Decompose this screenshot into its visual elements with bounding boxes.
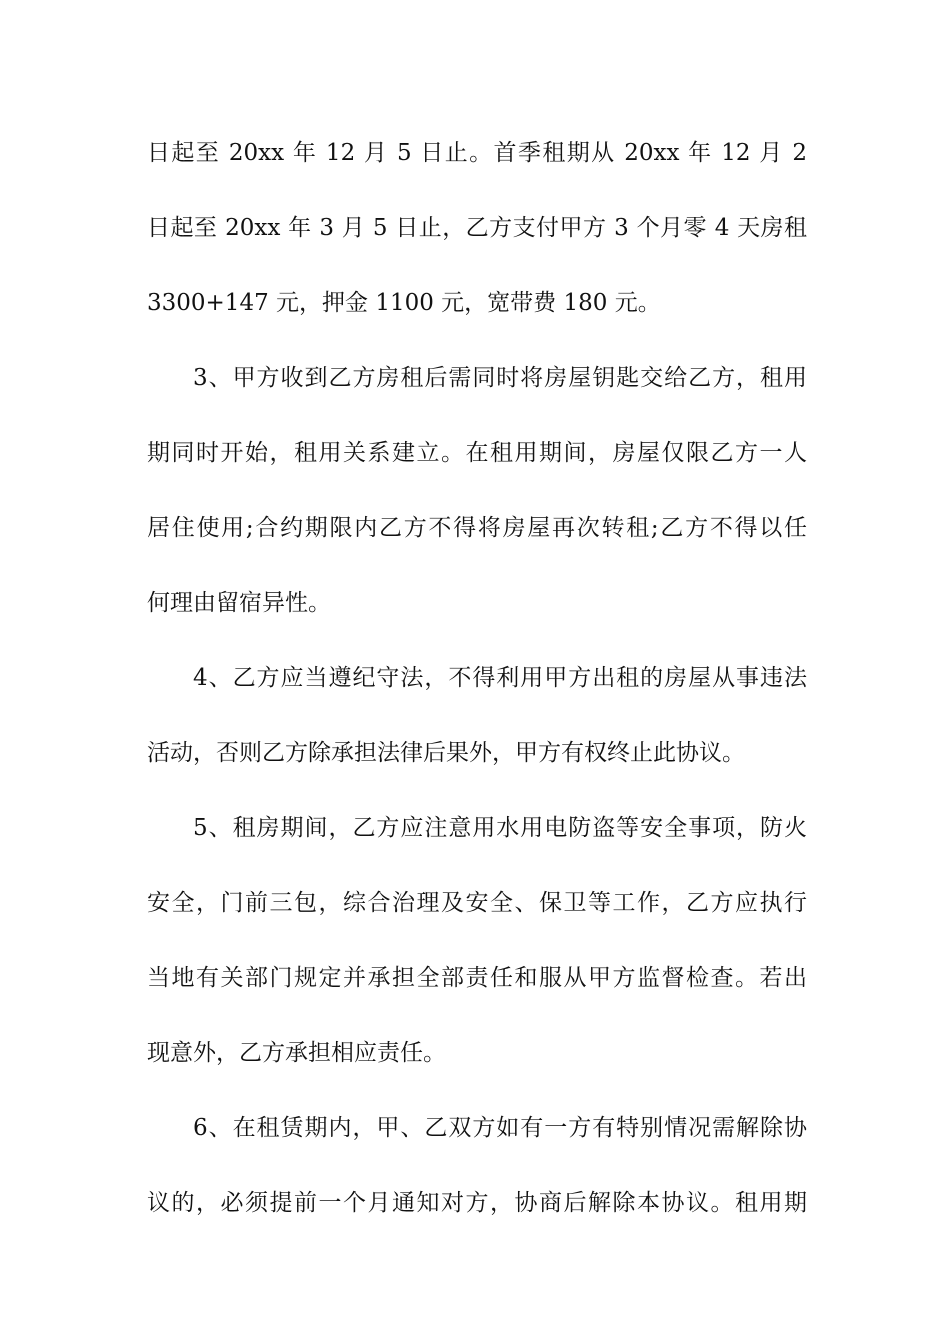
text-line: 6、在租赁期内，甲、乙双方如有一方有特别情况需解除协 (193, 1115, 807, 1141)
text-line: 期同时开始，租用关系建立。在租用期间，房屋仅限乙方一人 (147, 440, 807, 466)
text-line: 日起至 20xx 年 3 月 5 日止，乙方支付甲方 3 个月零 4 天房租 (147, 215, 807, 241)
text-line: 当地有关部门规定并承担全部责任和服从甲方监督检查。若出 (147, 965, 807, 991)
text-line: 现意外，乙方承担相应责任。 (147, 1040, 446, 1066)
text-line: 议的，必须提前一个月通知对方，协商后解除本协议。租用期 (147, 1190, 807, 1216)
text-line: 安全，门前三包，综合治理及安全、保卫等工作，乙方应执行 (147, 890, 807, 916)
text-line: 居住使用;合约期限内乙方不得将房屋再次转租;乙方不得以任 (147, 515, 807, 541)
text-line: 5、租房期间，乙方应注意用水用电防盗等安全事项，防火 (193, 815, 807, 841)
text-line: 4、乙方应当遵纪守法，不得利用甲方出租的房屋从事违法 (193, 665, 807, 691)
text-line: 活动，否则乙方除承担法律后果外，甲方有权终止此协议。 (147, 740, 745, 766)
text-line: 3300+147 元，押金 1100 元，宽带费 180 元。 (147, 290, 661, 316)
text-line: 3、甲方收到乙方房租后需同时将房屋钥匙交给乙方，租用 (193, 365, 807, 391)
text-line: 何理由留宿异性。 (147, 590, 331, 616)
text-line: 日起至 20xx 年 12 月 5 日止。首季租期从 20xx 年 12 月 2 (147, 140, 807, 166)
